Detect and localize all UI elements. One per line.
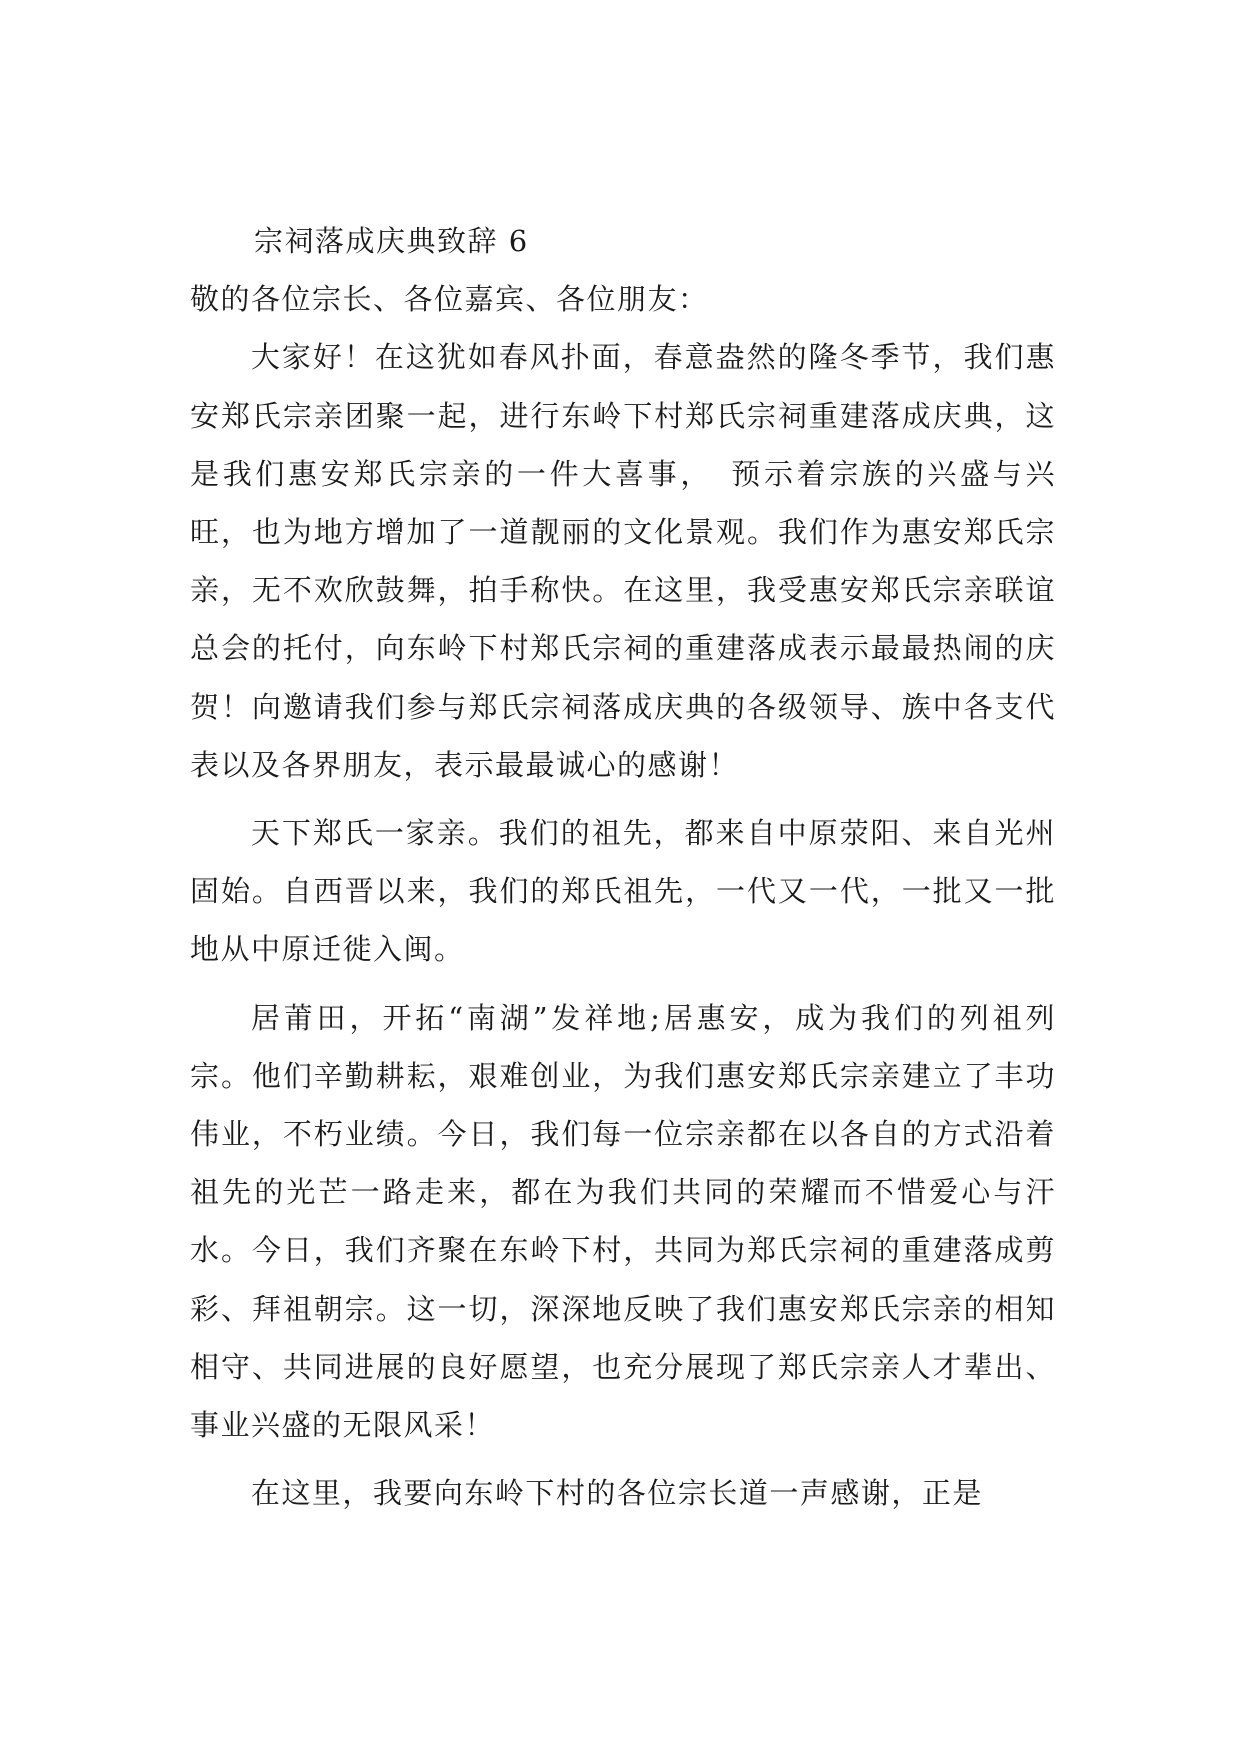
paragraph-4: 在这里，我要向东岭下村的各位宗长道一声感谢，正是 <box>250 1476 983 1511</box>
document-body <box>190 212 1056 1532</box>
document-title: 宗祠落成庆典致辞 6 <box>254 224 529 258</box>
paragraph-3: 居莆田，开拓“南湖”发祥地;居惠安，成为我们的列祖列宗。他们辛勤耕耘，艰难创业，为我们惠安郑氏宗亲建立了丰功伟业，不朽业绩。今日，我们每一位宗亲都在以各自的方式沿着祖先的光芒一路走来，都在为我们共同的荣耀而不惜爱心与汗水。今日，我们齐聚在东岭下村，共同为郑氏宗祠的重建落成剪彩、拜祖朝宗。这一切，深深地反映了我们惠安郑氏宗亲的相知相守、共同进展的良好愿望，也充分展现了郑氏宗亲人才辈出、事业兴盛的无限风采！ <box>190 1000 1056 1443</box>
paragraph-2: 天下郑氏一家亲。我们的祖先，都来自中原荥阳、来自光州固始。自西晋以来，我们的郑氏祖先，一代又一代，一批又一批地从中原迁徙入闽。 <box>190 816 1056 967</box>
salutation: 敬的各位宗长、各位嘉宾、各位朋友： <box>190 282 709 317</box>
paragraph-1: 大家好！在这犹如春风扑面，春意盎然的隆冬季节，我们惠安郑氏宗亲团聚一起，进行东岭下村郑氏宗祠重建落成庆典，这是我们惠安郑氏宗亲的一件大喜事， 预示着宗族的兴盛与兴旺，也为地方增加了一道靓丽的文化景观。我们作为惠安郑氏宗亲，无不欢欣鼓舞，拍手称快。在这里，我受惠安郑氏宗亲联谊总会的托付，向东岭下村郑氏宗祠的重建落成表示最最热闹的庆贺！向邀请我们参与郑氏宗祠落成庆典的各级领导、族中各支代表以及各界朋友，表示最最诚心的感谢！ <box>190 340 1056 782</box>
